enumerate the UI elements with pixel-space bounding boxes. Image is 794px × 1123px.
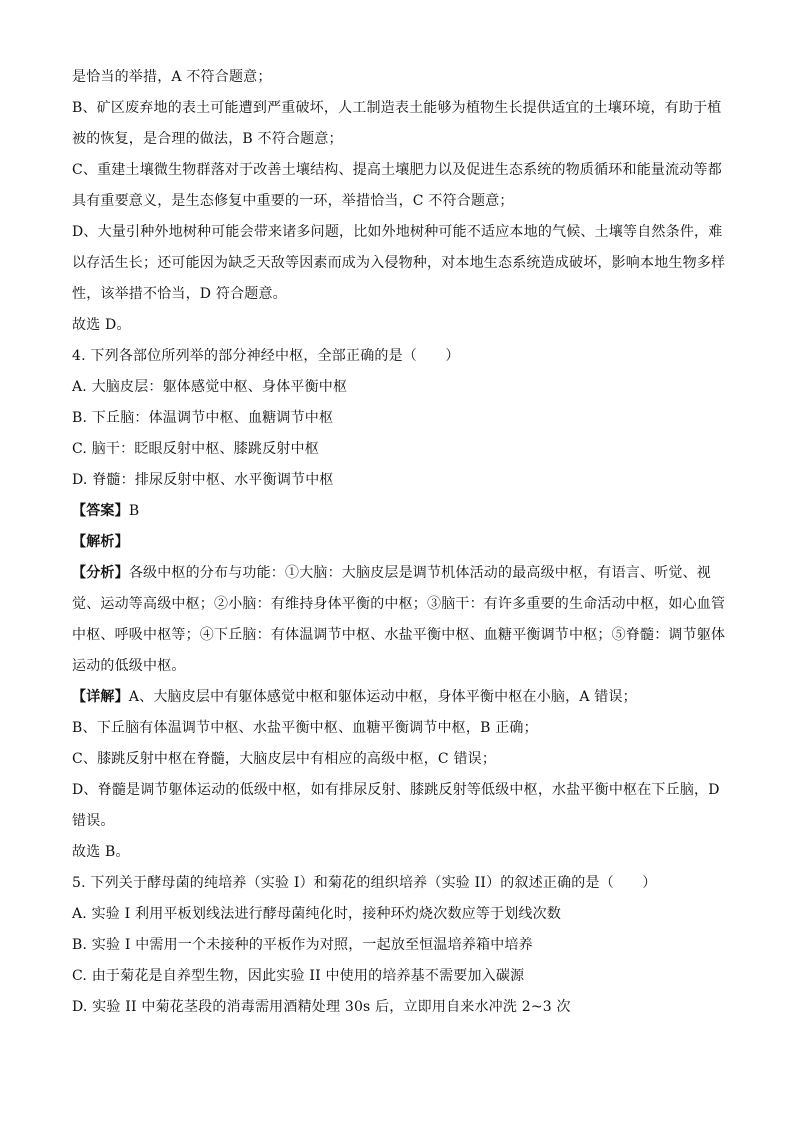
option-a: A. 实验 I 利用平板划线法进行酵母菌纯化时，接种环灼烧次数应等于划线次数 [72,906,562,922]
analysis-heading [72,527,724,558]
text-line: C、膝跳反射中枢在脊髓，大脑皮层中有相应的高级中枢，C 错误； [72,751,497,767]
text-line: 被的恢复，是合理的做法，B 不符合题意； [72,131,343,147]
text-line: C、重建土壤微生物群落对于改善土壤结构、提高土壤肥力以及促进生态系统的物质循环和能量流动等都 [72,162,722,178]
fenxi-text: 各级中枢的分布与功能：①大脑：大脑皮层是调节机体活动的最高级中枢，有语言、听觉、视 [128,565,712,581]
text-line: 运动的低级中枢。 [72,658,186,674]
document-page [72,62,724,1023]
conclusion-line: 故选 B。 [72,844,130,860]
text-line: 是恰当的举措，A 不符合题意； [72,69,272,85]
xiangjie-tag: 【详解】 [72,689,129,705]
text-line: 性，该举措不恰当，D 符合题意。 [72,286,287,302]
text-line: 错误。 [72,813,115,829]
answer-value: B [128,503,140,519]
conclusion-line: 故选 D。 [72,317,131,333]
answer-tag: 【答案】 [72,503,129,519]
text-line: D、脊髓是调节躯体运动的低级中枢，如有排尿反射、膝跳反射等低级中枢，水盐平衡中枢在下丘脑，D [72,782,720,798]
text-line: B、下丘脑有体温调节中枢、水盐平衡中枢、血糖平衡调节中枢，B 正确； [72,720,538,736]
text-line: 具有重要意义，是生态修复中重要的一环，举措恰当，C 不符合题意； [72,193,514,209]
xiangjie-text: A、大脑皮层中有躯体感觉中枢和躯体运动中枢，身体平衡中枢在小脑，A 错误； [128,689,637,705]
text-line: D、大量引种外地树种可能会带来诸多问题，比如外地树种可能不适应本地的气候、土壤等自然条件，难 [72,224,723,240]
option-d: D. 脊髓：排尿反射中枢、水平衡调节中枢 [72,472,334,488]
option-b: B. 下丘脑：体温调节中枢、血糖调节中枢 [72,410,334,426]
text-line: B、矿区废弃地的表土可能遭到严重破坏，人工制造表土能够为植物生长提供适宜的土壤环境，有助于植 [72,100,722,116]
question-5-stem: 5. 下列关于酵母菌的纯培养（实验 I）和菊花的组织培养（实验 II）的叙述正确的是（ ） [72,875,657,891]
option-a: A. 大脑皮层：躯体感觉中枢、身体平衡中枢 [72,379,348,395]
text-line: 以存活生长；还可能因为缺乏天敌等因素而成为入侵物种，对本地生态系统造成破坏，影响本地生物多样 [72,255,726,271]
option-d: D. 实验 II 中菊花茎段的消毒需用酒精处理 30s 后，立即用自来水冲洗 2~3 次 [72,999,571,1015]
option-c: C. 脑干：眨眼反射中枢、膝跳反射中枢 [72,441,319,457]
option-b: B. 实验 I 中需用一个未接种的平板作为对照，一起放至恒温培养箱中培养 [72,937,533,953]
fenxi-tag: 【分析】 [72,565,129,581]
xiangjie-line [72,682,724,713]
question-4-stem: 4. 下列各部位所列举的部分神经中枢，全部正确的是（ ） [72,348,460,364]
option-c: C. 由于菊花是自养型生物，因此实验 II 中使用的培养基不需要加入碳源 [72,968,525,984]
answer-line [72,496,724,527]
text-line: 觉、运动等高级中枢；②小脑：有维持身体平衡的中枢；③脑干：有许多重要的生命活动中枢，如心血管 [72,596,726,612]
fenxi-line [72,558,724,589]
analysis-tag: 【解析】 [72,534,129,550]
text-line: 中枢、呼吸中枢等；④下丘脑：有体温调节中枢、水盐平衡中枢、血糖平衡调节中枢；⑤脊髓：调节躯体 [72,627,726,643]
